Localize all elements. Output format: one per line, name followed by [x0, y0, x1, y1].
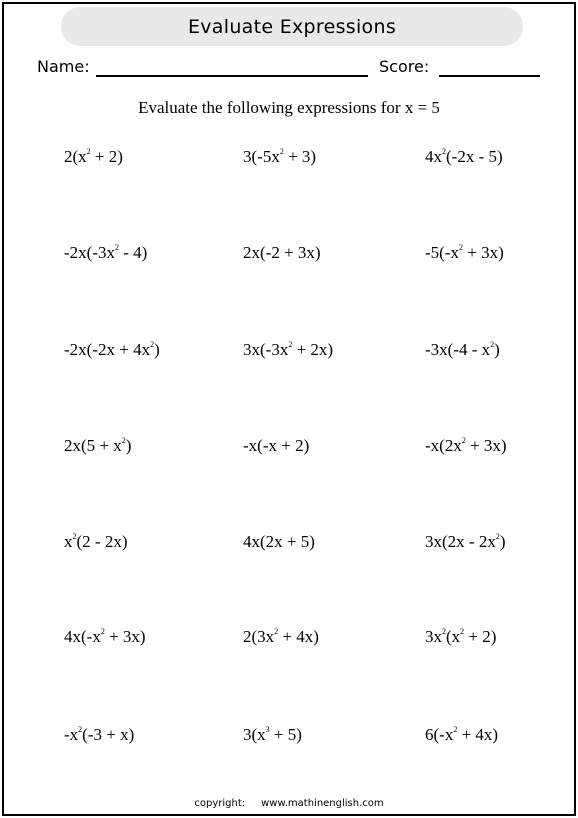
- problem-14: [243, 532, 413, 552]
- score-line[interactable]: [439, 75, 540, 77]
- problem-18: [425, 627, 578, 647]
- expression-text: - 4): [118, 243, 148, 262]
- problem-9: [425, 340, 578, 360]
- exponent: 2: [460, 627, 465, 636]
- expression-text: (-3 + x): [82, 725, 135, 744]
- expression-text: 4x: [425, 147, 442, 166]
- expression-text: (-2x - 5): [446, 147, 503, 166]
- problem-11: [243, 436, 413, 456]
- exponent: 2: [121, 436, 126, 445]
- exponent: 2: [461, 436, 466, 445]
- expression-text: 2x(-2 + 3x): [243, 243, 321, 262]
- expression-text: + 2): [90, 147, 123, 166]
- expression-text: -x: [64, 725, 79, 744]
- exponent: 2: [458, 243, 463, 252]
- problem-2: [243, 147, 413, 167]
- title-banner: [61, 7, 523, 46]
- expression-text: -2x(-2x + 4x: [64, 340, 151, 359]
- exponent: 2: [72, 532, 77, 541]
- exponent: 3: [265, 725, 270, 734]
- exponent: 2: [453, 725, 458, 734]
- expression-text: -2x(-3x: [64, 243, 115, 262]
- expression-text: 3(x: [243, 725, 266, 744]
- footer: [0, 798, 578, 809]
- expression-text: + 2): [464, 627, 497, 646]
- expression-text: + 4x): [278, 627, 319, 646]
- problem-10: [64, 436, 234, 456]
- expression-text: ): [499, 532, 506, 551]
- exponent: 2: [490, 340, 495, 349]
- problem-6: [425, 243, 578, 263]
- copyright-label: copyright:: [194, 798, 246, 809]
- expression-text: 2(x: [64, 147, 87, 166]
- problem-17: [243, 627, 413, 647]
- expression-text: 2x(5 + x: [64, 436, 122, 455]
- problem-13: [64, 532, 234, 552]
- expression-text: 4x(-x: [64, 627, 101, 646]
- problem-16: [64, 627, 234, 647]
- expression-text: -5(-x: [425, 243, 459, 262]
- expression-text: + 3x): [462, 243, 504, 262]
- expression-text: (x: [446, 627, 461, 646]
- exponent: 2: [274, 627, 279, 636]
- instructions: Evaluate the following expressions for x = 5: [138, 98, 440, 117]
- expression-text: ): [125, 436, 132, 455]
- exponent: 2: [150, 340, 155, 349]
- name-label: Name:: [37, 57, 90, 76]
- problem-21: [425, 725, 578, 745]
- expression-text: 3x: [425, 627, 442, 646]
- problem-15: [425, 532, 578, 552]
- expression-text: 3x(2x - 2x: [425, 532, 496, 551]
- website-link[interactable]: www.mathinenglish.com: [261, 798, 384, 809]
- expression-text: x: [64, 532, 73, 551]
- exponent: 2: [78, 725, 83, 734]
- exponent: 2: [442, 147, 446, 156]
- expression-text: 6(-x: [425, 725, 454, 744]
- expression-text: (2 - 2x): [76, 532, 128, 551]
- exponent: 2: [442, 627, 446, 636]
- exponent: 2: [279, 147, 284, 156]
- problem-4: [64, 243, 234, 263]
- exponent: 2: [86, 147, 91, 156]
- name-line[interactable]: [96, 75, 368, 77]
- expression-text: 3x(-3x: [243, 340, 289, 359]
- expression-text: -x(-x + 2): [243, 436, 310, 455]
- expression-text: + 3): [283, 147, 317, 166]
- expression-text: -3x(-4 - x: [425, 340, 491, 359]
- problem-1: [64, 147, 234, 167]
- expression-text: + 4x): [457, 725, 499, 744]
- score-label: Score:: [379, 57, 430, 76]
- expression-text: ): [154, 340, 160, 359]
- expression-text: ): [494, 340, 500, 359]
- exponent: 2: [114, 243, 119, 252]
- expression-text: + 5): [269, 725, 302, 744]
- problem-7: [64, 340, 234, 360]
- expression-text: 2(3x: [243, 627, 275, 646]
- expression-text: 4x(2x + 5): [243, 532, 315, 551]
- problem-12: [425, 436, 578, 456]
- exponent: 2: [100, 627, 105, 636]
- problem-3: [425, 147, 578, 167]
- problem-19: [64, 725, 234, 745]
- expression-text: -x(2x: [425, 436, 462, 455]
- expression-text: 3(-5x: [243, 147, 280, 166]
- exponent: 2: [288, 340, 293, 349]
- expression-text: + 3x): [465, 436, 507, 455]
- page-border: [2, 2, 576, 816]
- exponent: 2: [495, 532, 500, 541]
- expression-text: + 3x): [104, 627, 146, 646]
- problem-20: [243, 725, 413, 745]
- problem-8: [243, 340, 413, 360]
- expression-text: + 2x): [292, 340, 334, 359]
- page-title: Evaluate Expressions: [187, 15, 397, 38]
- problem-5: [243, 243, 413, 263]
